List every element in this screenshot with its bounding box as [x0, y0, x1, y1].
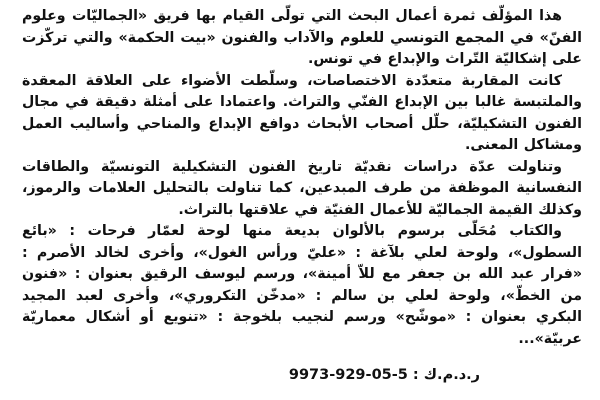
paragraph-studies: وتناولت عدّة دراسات نقديّة تاريخ الفنون التشكيلية التونسيّة والطاقات النفسانية الموظفة من طرف المبدعين، كما تناولت بالتحليل العلامات والرموز، وكذلك القيمة الجماليّة للأعمال الفنيّة في علاقتها بالتراث.	[22, 158, 582, 218]
paragraph-approach: كانت المقاربة متعدّدة الاختصاصات، وسلّطت الأضواء على العلاقة المعقدة والملتبسة غالبا بين الإبداع الفنّي والتراث. واعتمادا على أمثلة دقيقة في مجال الفنون التشكيليّة، حلّل أصحاب الأبحاث دوافع الإبداع والمناحي وأساليب العمل ومشاكل المعنى.	[22, 72, 582, 153]
isbn-number: ر.د.م.ك : 5-05-929-9973	[288, 367, 480, 383]
paragraph-intro: هذا المؤلّف ثمرة أعمال البحث التي تولّى القيام بها فريق «الجماليّات وعلوم الفنّ» في المجمع التونسي للعلوم والآداب والفنون «بيت الحكمة» والتي تركّزت على إشكاليّة التّراث والإبداع في تونس.	[22, 8, 582, 67]
paragraph-illustrations: والكتاب مُحَلّى برسوم بالألوان بديعة منها لوحة لعمّار فرحات : «بائع السطول»، ولوحة لعلي بلآغة : «عليّ ورأس الغول»، وأخرى لخالد الأصرم : «فرار عبد الله بن جعفر مع للاّ أمينة»، ورسم ليوسف الرقيق بعنوان : «فنون من الخطّ»، ولوحة لعلي بن سالم : «مدخّن التكروري»، وأخرى لعبد المجيد البكري بعنوان : «موشّح» ورسم لنجيب بلخوجة : «تنويع أو أشكال معماريّة عربيّة»...	[22, 223, 582, 347]
